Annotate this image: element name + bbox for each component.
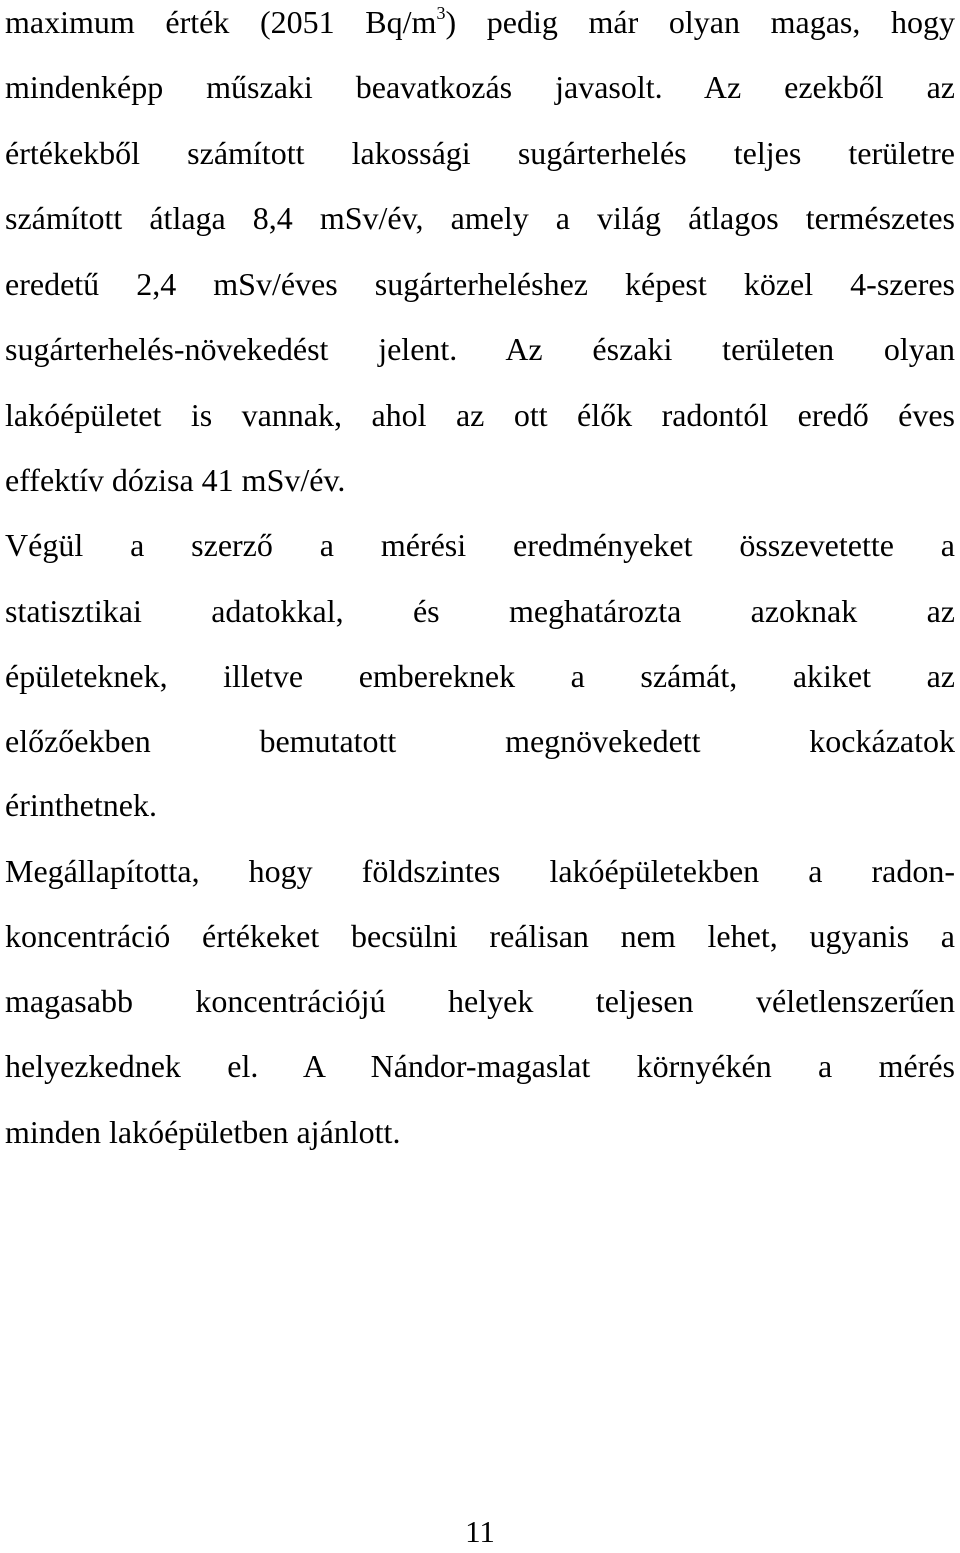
text-line: érinthetnek.: [5, 787, 157, 823]
text-line: helyezkednek el. A Nándor-magaslat környékén a mérés: [5, 1048, 955, 1084]
text-line: effektív dózisa 41 mSv/év.: [5, 462, 346, 498]
text-line: előzőekben bemutatott megnövekedett kockázatok: [5, 723, 955, 759]
text-line: magasabb koncentrációjú helyek teljesen véletlenszerűen: [5, 983, 955, 1019]
text-segment: ) pedig már olyan magas, hogy: [445, 4, 956, 40]
text-line: mindenképp műszaki beavatkozás javasolt. Az ezekből az: [5, 69, 955, 105]
text-line: statisztikai adatokkal, és meghatározta azoknak az: [5, 593, 955, 629]
text-line: lakóépületet is vannak, ahol az ott élők radontól eredő éves: [5, 397, 955, 433]
text-segment: maximum érték (2051 Bq/m: [5, 4, 437, 40]
text-line: Végül a szerző a mérési eredményeket összevetette a: [5, 527, 955, 563]
text-line: minden lakóépületben ajánlott.: [5, 1114, 401, 1150]
text-line: [5, 0, 955, 44]
text-line: Megállapította, hogy földszintes lakóépületekben a radon-: [5, 853, 955, 889]
text-line: eredetű 2,4 mSv/éves sugárterheléshez képest közel 4-szeres: [5, 266, 955, 302]
text-line: koncentráció értékeket becsülni reálisan nem lehet, ugyanis a: [5, 918, 955, 954]
page-number: 11: [465, 1514, 495, 1549]
text-line: számított átlaga 8,4 mSv/év, amely a világ átlagos természetes: [5, 200, 955, 236]
text-line: sugárterhelés-növekedést jelent. Az északi területen olyan: [5, 331, 955, 367]
text-line: értékekből számított lakossági sugárterhelés teljes területre: [5, 135, 955, 171]
superscript: 3: [436, 3, 446, 23]
text-line: épületeknek, illetve embereknek a számát, akiket az: [5, 658, 955, 694]
